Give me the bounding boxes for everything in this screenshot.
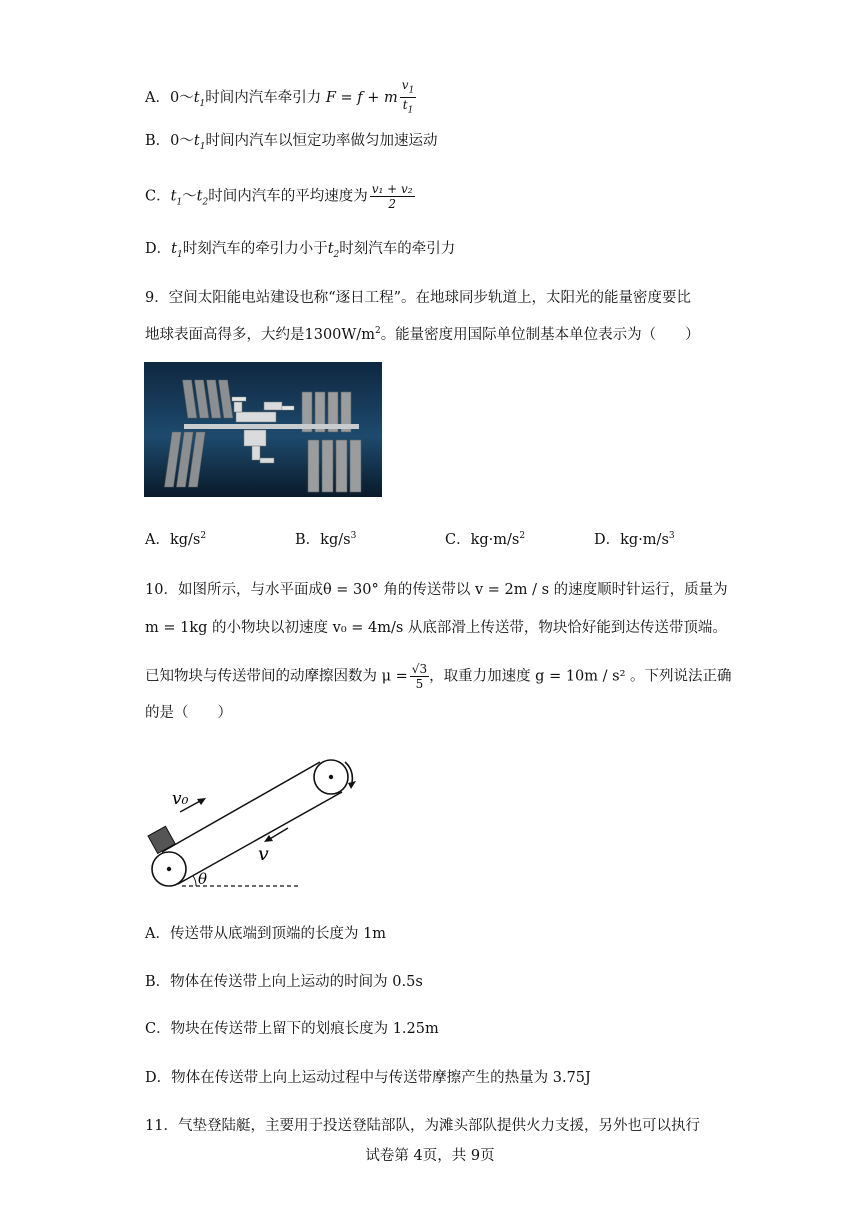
q9-option-c: C．$kg\cdot m/s^2$: [445, 531, 526, 548]
q8c-fraction: $\frac{\text{v₁ + v₂}}{2}$: [371, 182, 413, 211]
q11-stem-line1: 11．气垫登陆艇，主要用于投送登陆部队，为滩头部队提供火力支援，另外也可以执行: [145, 1118, 700, 1134]
q9-option-b: B．$kg/s^3$: [295, 531, 357, 548]
conveyor-belt-diagram: [140, 752, 370, 902]
q8-option-b: B．$0\sim t_1$时间内汽车以恒定功率做匀加速运动: [145, 133, 438, 152]
q10-option-d: D．物体在传送带上向上运动过程中与传送带摩擦产生的热量为 3.75J: [145, 1070, 591, 1086]
q8-option-c: C．$t_1\sim t_2$时间内汽车的平均速度为 $\frac{\text{v₁ + v₂}}{2}$: [145, 182, 413, 211]
q9-option-a: A．$kg/s^2$: [145, 531, 207, 548]
q10-option-c: C．物块在传送带上留下的划痕长度为 1.25m: [145, 1021, 439, 1037]
v0-label: v₀: [172, 789, 189, 809]
q10-stem-line3: 已知物块与传送带间的动摩擦因数为 μ = $\frac{√3}{5}$ ，取重力加速度 g = 10m / s² 。下列说法正确: [145, 662, 732, 691]
small-block: [148, 826, 175, 853]
q10-stem-line4: 的是（ ）: [145, 705, 232, 721]
q8-option-a: A．$0\sim t_1$时间内汽车牵引力 F = f + m $\frac{v_1}{t_1}$: [145, 78, 415, 116]
q8a-fraction: $\frac{v_1}{t_1}$: [401, 78, 415, 116]
q10-stem-line2: m = 1kg 的小物块以初速度 v₀ = 4m/s 从底部滑上传送带，物块恰好能到达传送带顶端。: [145, 620, 727, 636]
mu-fraction: $\frac{√3}{5}$: [411, 662, 428, 691]
q9-option-d: D．$kg\cdot m/s^3$: [594, 531, 675, 548]
q9-stem-line1: 9．空间太阳能电站建设也称“逐日工程”。在地球同步轨道上，太阳光的能量密度要比: [145, 290, 692, 306]
q10-stem-line1: 10．如图所示，与水平面成θ = 30° 角的传送带以 v = 2m / s 的速度顺时针运行，质量为: [145, 582, 728, 598]
q8-option-d: D．$t_1$时刻汽车的牵引力小于$t_2$时刻汽车的牵引力: [145, 241, 456, 260]
v-label: v: [258, 843, 269, 865]
space-station-photo: [144, 362, 382, 497]
q10-option-a: A．传送带从底端到顶端的长度为 1m: [145, 926, 387, 942]
theta-label: θ: [198, 870, 208, 888]
q9-stem-line2: 地球表面高得多，大约是$1300W/m^2$。能量密度用国际单位制基本单位表示为（ ）: [145, 326, 700, 343]
page-footer: 试卷第 4页，共 9页: [365, 1148, 495, 1164]
q10-option-b: B．物体在传送带上向上运动的时间为 0.5s: [145, 974, 423, 990]
q8a-formula: F = f + m: [325, 89, 398, 106]
